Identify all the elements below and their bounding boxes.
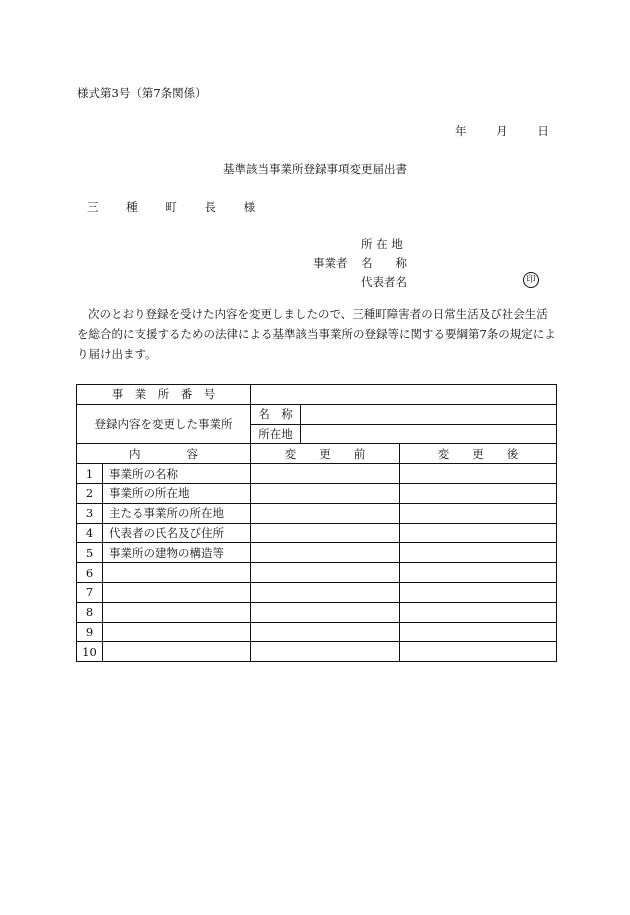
date-day-label: 日 — [537, 124, 549, 138]
col-content-header: 内 容 — [77, 444, 251, 464]
applicant-name-label: 名 称 — [361, 256, 407, 270]
changed-office-label: 登録内容を変更した事業所 — [77, 404, 251, 444]
col-after-header: 変 更 後 — [400, 444, 557, 464]
row-after-field[interactable] — [400, 563, 557, 583]
row-after-field[interactable] — [400, 483, 557, 503]
row-after-field[interactable] — [400, 582, 557, 602]
row-before-field[interactable] — [251, 503, 400, 523]
table-row — [77, 464, 557, 484]
row-number: 4 — [77, 523, 103, 543]
row-content — [103, 563, 251, 583]
date-year-label: 年 — [455, 124, 467, 138]
row-after-field[interactable] — [400, 602, 557, 622]
row-number: 10 — [77, 642, 103, 662]
row-number: 6 — [77, 563, 103, 583]
row-after-field[interactable] — [400, 464, 557, 484]
addressee-char-1: 三 — [87, 200, 100, 214]
table-row — [77, 622, 557, 642]
row-number: 7 — [77, 582, 103, 602]
row-content — [103, 642, 251, 662]
row-content: 事業所の建物の構造等 — [103, 543, 251, 563]
row-before-field[interactable] — [251, 582, 400, 602]
seal-mark: 印 — [523, 272, 539, 288]
row-content: 事業所の所在地 — [103, 483, 251, 503]
date-month-label: 月 — [496, 124, 508, 138]
row-content — [103, 622, 251, 642]
row-before-field[interactable] — [251, 602, 400, 622]
office-number-field[interactable] — [251, 385, 557, 405]
row-before-field[interactable] — [251, 543, 400, 563]
office-number-label: 事 業 所 番 号 — [77, 385, 251, 405]
office-location-field[interactable] — [301, 424, 557, 444]
office-number-row — [77, 385, 557, 405]
applicant-location-label: 所 在 地 — [361, 237, 403, 251]
row-after-field[interactable] — [400, 543, 557, 563]
table-row — [77, 602, 557, 622]
row-before-field[interactable] — [251, 563, 400, 583]
addressee-char-4: 長 — [204, 200, 217, 214]
office-name-label: 名 称 — [251, 404, 301, 424]
row-before-field[interactable] — [251, 642, 400, 662]
row-content: 主たる事業所の所在地 — [103, 503, 251, 523]
row-before-field[interactable] — [251, 483, 400, 503]
row-number: 2 — [77, 483, 103, 503]
row-number: 9 — [77, 622, 103, 642]
change-table — [76, 384, 557, 662]
table-row — [77, 503, 557, 523]
applicant-operator-label: 事業者 — [313, 256, 348, 270]
date-line — [455, 123, 549, 139]
applicant-representative-label: 代表者名 — [361, 275, 407, 289]
row-content: 事業所の名称 — [103, 464, 251, 484]
row-content — [103, 582, 251, 602]
col-before-header: 変 更 前 — [251, 444, 400, 464]
table-row — [77, 543, 557, 563]
body-paragraph: 次のとおり登録を受けた内容を変更しましたので、三種町障害者の日常生活及び社会生活を総合的に支援するための法律による基準該当事業所の登録等に関する要綱第7条の規定により届け出ます。 — [77, 307, 556, 361]
table-row — [77, 563, 557, 583]
addressee-honorific: 様 — [243, 200, 257, 214]
table-row — [77, 642, 557, 662]
table-row — [77, 483, 557, 503]
row-after-field[interactable] — [400, 503, 557, 523]
row-number: 5 — [77, 543, 103, 563]
form-number: 様式第3号（第7条関係） — [77, 86, 207, 100]
row-number: 1 — [77, 464, 103, 484]
row-before-field[interactable] — [251, 464, 400, 484]
changed-office-name-row — [77, 404, 557, 424]
addressee-char-3: 町 — [165, 200, 178, 214]
column-header-row — [77, 444, 557, 464]
row-number: 8 — [77, 602, 103, 622]
row-before-field[interactable] — [251, 622, 400, 642]
row-after-field[interactable] — [400, 622, 557, 642]
table-row — [77, 582, 557, 602]
row-before-field[interactable] — [251, 523, 400, 543]
table-row — [77, 523, 557, 543]
row-content — [103, 602, 251, 622]
row-number: 3 — [77, 503, 103, 523]
row-after-field[interactable] — [400, 523, 557, 543]
office-name-field[interactable] — [301, 404, 557, 424]
row-content: 代表者の氏名及び住所 — [103, 523, 251, 543]
document-title: 基準該当事業所登録事項変更届出書 — [223, 162, 407, 176]
office-location-label: 所在地 — [251, 424, 301, 444]
addressee-char-2: 種 — [126, 200, 139, 214]
addressee — [87, 199, 256, 215]
row-after-field[interactable] — [400, 642, 557, 662]
